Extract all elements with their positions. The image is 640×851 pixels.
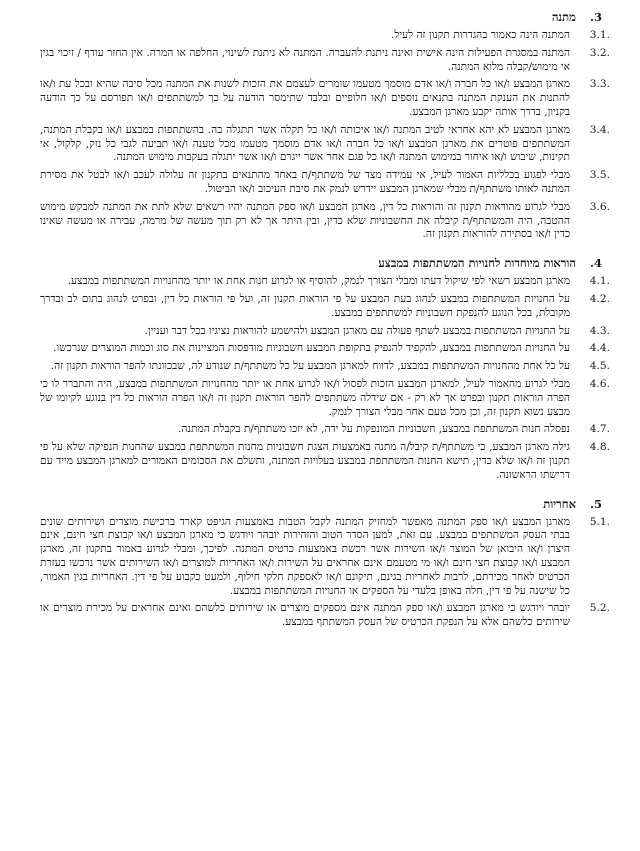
section-spacer — [40, 246, 610, 254]
clause-text: מבלי לגרוע מהוראות תקנון זה והוראות כל דין, מארגן המבצע ו/או ספק המתנה יהיו רשאים שלא לתת את המתנה למבקש מימוש ההטבה, היה והמשתתף/ת קיבלה את החשבוניות שלא כדין, ובין היתר אך לא רק תוך מעשה של מרמה, עבירה או מעשה שאינו כדין ו/או בסתירה להוראות תקנון זה. — [40, 200, 570, 241]
clause-number: 3.1. — [589, 29, 610, 41]
clause — [40, 378, 610, 419]
clause-text: נפסלה חנות המשתתפת במבצע, חשבוניות המונפקות על ידה, לא יזכו משתתף/ת בקבלת המתנה. — [178, 423, 570, 436]
clause — [40, 169, 610, 197]
section-heading — [40, 497, 610, 512]
clause-number: 3.5. — [589, 169, 610, 182]
clause-text: על החנויות המשתתפות במבצע לנהוג בעת המבצע על פי הוראות תקנון זה, ועל פי הוראות כל דין, ובפרט לנהוג בתום לב ובדרך מקובלת, בכל הנוגע להנפקת חשבוניות למשתתפים במבצע. — [40, 292, 570, 319]
section-liability — [40, 497, 610, 630]
clause-number: 3.6. — [589, 200, 610, 213]
section-spacer — [40, 487, 610, 495]
clause-number: 4.7. — [589, 423, 610, 436]
clause — [40, 441, 610, 482]
clause-text: על החנויות המשתתפות במבצע, להקפיד להנפיק בתקופת המבצע חשבוניות מודפסות המציינות את סוג וכמות המוצרים שנרכשו. — [53, 342, 570, 355]
section-number: 5. — [589, 496, 602, 511]
clause-text: על החנויות המשתתפות במבצע לשתף פעולה עם מארגן המבצע ולהישמע להוראות נציגיו בכל דבר ועניין. — [144, 324, 570, 337]
clause-text: מארגן המבצע ו/או כל חברה ו/או אדם מוסמך מטעמו שומרים לעצמם את הזכות לשנות את המתנה מכל סיבה שהיא ובכל עת ו/או להתנות את הענקת המתנה בתנאים נוספים ו/או חלופיים ובלבד שתימסר הודעה על כך למשתתפים ו/או תפורסם על כך הודעה בקניון, בדרך אותה יקבע מארגן המבצע. — [40, 78, 570, 118]
clause-number: 4.3. — [589, 324, 610, 337]
clause-number: 3.4. — [589, 123, 610, 136]
section-gift — [40, 10, 610, 242]
clause-number: 3.2. — [589, 46, 610, 59]
clause-text: מארגן המבצע לא יהא אחראי לטיב המתנה ו/או איכותה ו/או כל תקלה אשר תתגלה בה. בהשתתפות במבצע ו/או בקבלת המתנה, המשתתפים פוטרים את מארגן המבצע ו/או כל חברה ו/או אדם מוסמך מטעמו מכל טענה ו/או תביעה לגבי כל נזק, קלקול, אי תקינות, שיבוש ו/או איחור במימוש המתנה ו/או כל פגם אחר אשר ייגרם ו/או אשר יתגלה בעקבות מימוש המתנה. — [40, 123, 570, 164]
clause — [40, 47, 610, 75]
clause — [40, 29, 610, 43]
clause-text: מארגן המבצע רשאי לפי שיקול דעתו ומבלי הצורך לנמק, להוסיף או לגרוע חנות אחת או יותר מהחנויות המשתתפות במבצע. — [67, 275, 570, 288]
clause-number: 4.4. — [589, 342, 610, 355]
clause-number: 4.6. — [589, 377, 610, 390]
section-stores — [40, 256, 610, 482]
clause — [40, 602, 610, 630]
clause — [40, 124, 610, 165]
clause — [40, 423, 610, 437]
clause-number: 4.8. — [589, 441, 610, 454]
clause-text: המתנה הינה כאמור בהגדרות תקנון זה לעיל. — [391, 29, 570, 41]
clause — [40, 275, 610, 289]
clause-number: 4.1. — [589, 275, 610, 288]
clause-text: מבלי לגרוע מהאמור לעיל, למארגן המבצע הזכות לפסול ו/או לגרוע אחת או יותר מהחנויות המשתתפות במבצע, היה והתברר לו כי הפרה הוראות תקנון ובפרט אך לא רק - אם שידלה משתתפים להפר הוראות תקנון זה ו/או הפרה הוראות כל דין בנוגע לקיומו של מבצע נשוא תקנון זה, וכן מכל טעם אחר מבלי הצורך לנמק. — [40, 377, 570, 418]
section-number: 4. — [589, 256, 602, 271]
clause — [40, 201, 610, 242]
clause-text: המתנה במסגרת הפעילות הינה אישית ואינה ניתנת להעברה. המתנה לא ניתנת לשינוי, החלפה או המרה. אין החזר עודף / זיכוי בגין אי מימוש/קבלה מלוא המתנה. — [40, 46, 570, 73]
section-title: מתנה — [551, 10, 576, 24]
clause-number: 5.1. — [589, 515, 610, 528]
clause-text: יובהר ויודגש כי מארגן המבצע ו/או ספק המתנה אינם מספקים מוצרים או שירותים כלשהם ואינם אחראים על מכירת מוצרים או שירותים כלשהם אלא על הנפקת הכרטיס של העסק המשתתף במבצע. — [40, 602, 570, 629]
clause — [40, 360, 610, 374]
clause-text: מארגן המבצע ו/או ספק המתנה מאפשר למחזיק המתנה לקבל הטבות באמצעות הגיפט קארד ברכישת מוצרים ושירותים שונים בבתי העסק המשתתפים במבצע. עם זאת, למען הסדר הטוב והזהירות יובהר ויודגש כי מארגן המבצע ו/או קבוצת חצי חינם, אינם היצרן ו/או היבואן של המוצר ו/או השירות אשר רכשת באמצעות כרטיס המתנה. לפיכך, ומבלי לגרוע באמור בתקנון זה, מארגן המבצע ו/או קבוצת חצי חינם ו/או מי מטעמם אינם אחראים על השירות ו/או האחריות למוצרים ו/או השירותים אשר נרכשו בעזרת הכרטיס לאחר מכירתם, לרבות לאחריות בגינם, תיקונם ו/או לאספקת חלקי חילוף, ולמעט כקבוע על פי דין. האחריות בגין האמור, כל שישנה על פי דין, חלה באופן בלעדי על הספקים או החנויות המשתתפות במבצע. — [40, 515, 570, 597]
section-title: הוראות מיוחדות לחנויות המשתתפות במבצע — [378, 256, 576, 271]
clause-number: 5.2. — [589, 602, 610, 615]
clause — [40, 293, 610, 321]
clause — [40, 325, 610, 339]
section-title: אחריות — [543, 496, 576, 511]
clause — [40, 78, 610, 119]
clause — [40, 516, 610, 599]
clause-text: על כל אחת מהחנויות המשתתפות במבצע, לדווח למארגן המבצע על כל משתתף/ת שנודע לה, שבכוונתו להפר הוראות תקנון זה. — [50, 360, 570, 373]
clause-number: 3.3. — [589, 78, 610, 91]
clause-text: גילה מארגן המבצע, כי משתתף/ת קיבל/ה מתנה באמצעות הצגת חשבוניות מחנות המשתתפת במבצע שהחנות הנפיקה שלא על פי תקנון זה ו/או שלא כדין, תישא החנות המשתתפת במבצע בעלויות המתנה, ותשלם את הסכומים האמורים למארגן המבצע מייד עם דרישתו הראשונה. — [40, 441, 570, 481]
section-heading — [40, 10, 610, 25]
clause-text: מבלי לפגוע בכלליות האמור לעיל, אי עמידה מצד של משתתף/ת באחד מהתנאים בתקנון זה עלולה לעכב ו/או לבטל את מסירת המתנה לאותו משתתף/ת מבלי שמארגן המבצע יידרש לנמק את סיבת העיכוב ו/או הביטול. — [40, 169, 570, 195]
clause — [40, 342, 610, 356]
section-heading — [40, 256, 610, 271]
section-number: 3. — [589, 10, 602, 24]
clause-number: 4.5. — [589, 360, 610, 373]
clause-number: 4.2. — [589, 292, 610, 305]
